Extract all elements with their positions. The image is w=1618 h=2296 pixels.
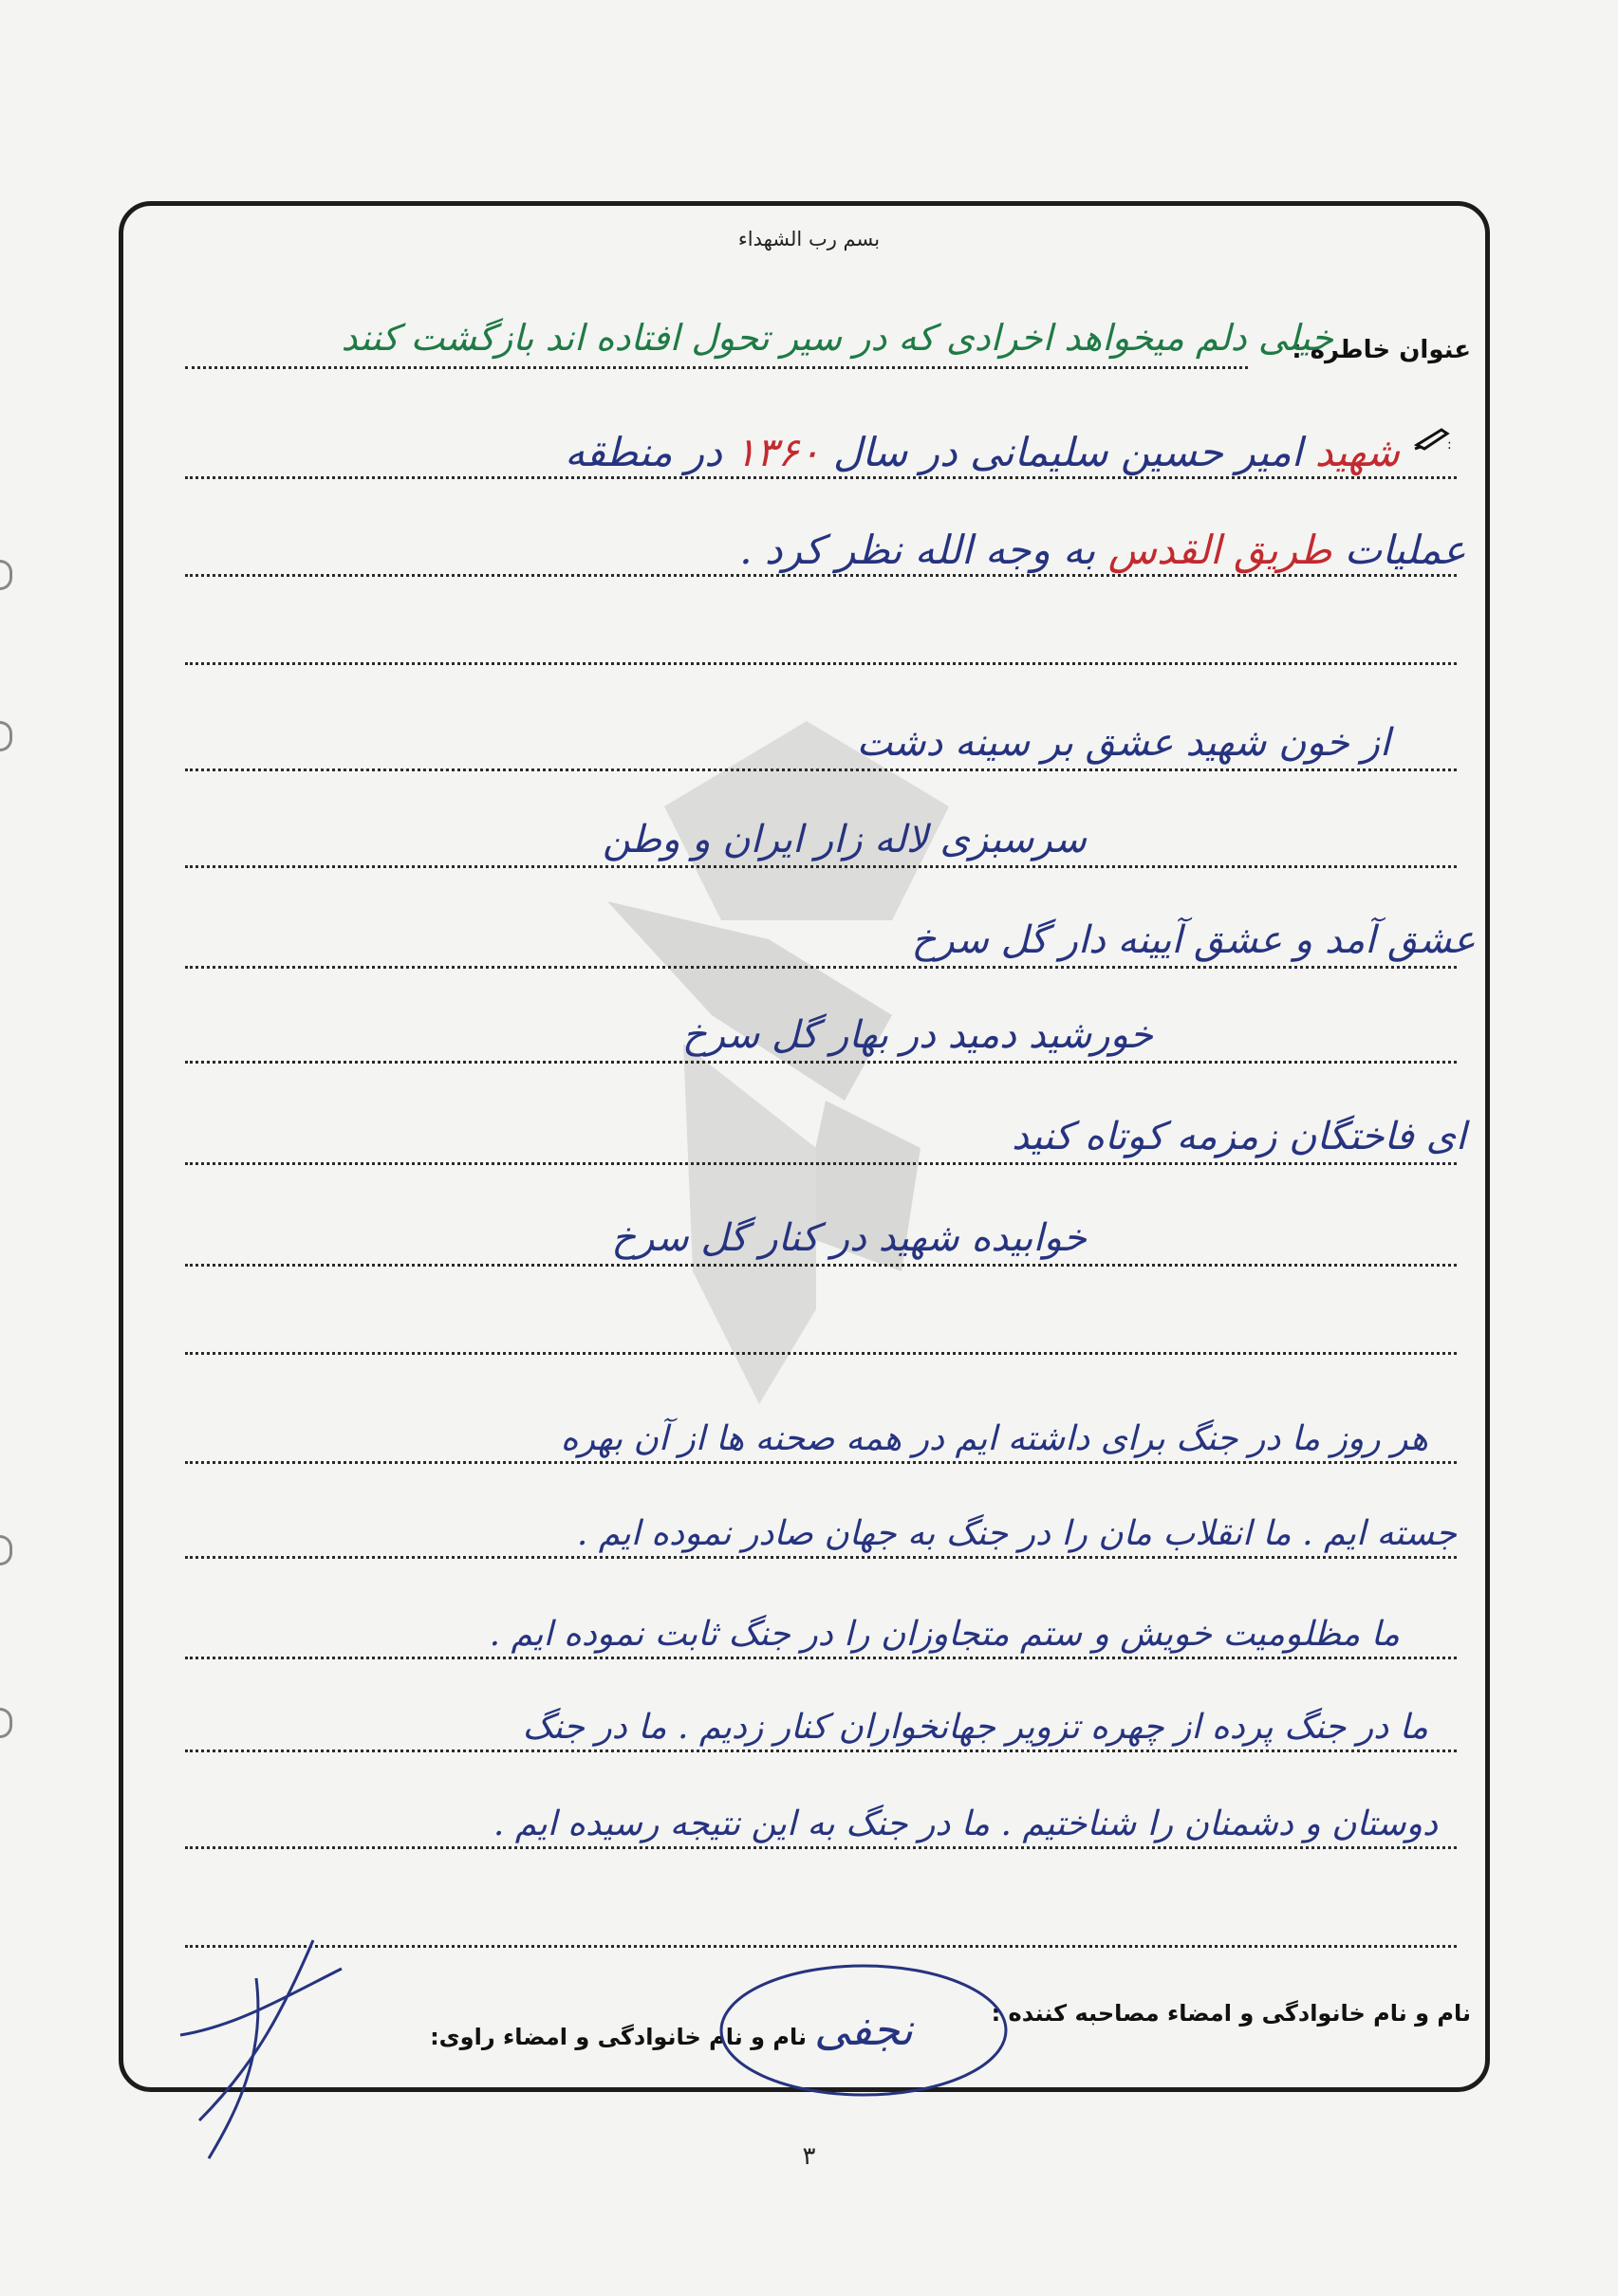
text-segment: شهید: [1314, 429, 1400, 475]
dotted-rule: [185, 1061, 1457, 1064]
text-segment: به وجه الله نظر کرد .: [739, 527, 1108, 573]
closing-line: هر روز ما در جنگ برای داشته ایم در همه صحنه ها از آن بهره: [560, 1419, 1428, 1458]
interviewer-label: نام و نام خانوادگی و امضاء مصاحبه کننده :: [991, 2000, 1471, 2027]
dotted-rule: [185, 966, 1457, 969]
closing-line: ما مظلومیت خویش و ستم متجاوزان را در جنگ ثابت نموده ایم .: [489, 1615, 1400, 1654]
memory-title-label: عنوان خاطره :: [1292, 336, 1471, 364]
dotted-rule: [185, 1352, 1457, 1355]
text-segment: ۱۳۶۰: [735, 429, 821, 475]
interviewer-signature-text: نجفی: [813, 2004, 914, 2055]
binder-hole: [0, 1535, 12, 1565]
binder-hole: [0, 560, 12, 590]
text-segment: در منطقه: [565, 429, 735, 475]
dotted-rule: [185, 574, 1457, 577]
dotted-rule: [185, 1264, 1457, 1267]
narrative-line-2: [739, 527, 1466, 573]
dotted-rule: [185, 1846, 1457, 1849]
page-header: بسم رب الشهداء: [737, 228, 881, 250]
poem-line: خورشید دمید در بهار گل سرخ: [681, 1013, 1153, 1057]
text-segment: امیر حسین سلیمانی در سال: [820, 429, 1315, 475]
narrator-label: نام و نام خانوادگی و امضاء راوی:: [430, 2024, 807, 2050]
dotted-rule: [185, 1945, 1457, 1948]
closing-line: ما در جنگ پرده از چهره تزویر جهانخواران کنار زدیم . ما در جنگ: [522, 1708, 1428, 1747]
poem-line: خوابیده شهید در کنار گل سرخ: [611, 1216, 1087, 1260]
dotted-rule: [185, 1162, 1457, 1165]
poem-line: ای فاختگان زمزمه کوتاه کنید: [1012, 1115, 1466, 1158]
dotted-rule: [185, 1657, 1457, 1659]
memory-title-value: خیلی دلم میخواهد اخرادی که در سیر تحول افتاده اند بازگشت کنند: [341, 317, 1333, 359]
svg-text::: :: [1447, 437, 1452, 451]
dotted-rule: [185, 768, 1457, 771]
poem-line: عشق آمد و عشق آیینه دار گل سرخ: [911, 918, 1476, 962]
dotted-rule: [185, 1461, 1457, 1464]
closing-line: جسته ایم . ما انقلاب مان را در جنگ به جهان صادر نموده ایم .: [576, 1514, 1457, 1553]
page-number: ۳: [802, 2142, 816, 2171]
binder-hole: [0, 1708, 12, 1738]
narrator-signature: [142, 1921, 361, 2168]
binder-hole: [0, 721, 12, 751]
text-segment: طریق القدس: [1107, 527, 1332, 573]
dotted-rule: [185, 662, 1457, 665]
dotted-rule: [185, 366, 1248, 369]
dotted-rule: [185, 1750, 1457, 1752]
interviewer-signature: [712, 1950, 1015, 2111]
writing-hand-icon: [1413, 424, 1455, 451]
poem-line: سرسبزی لاله زار ایران و وطن: [602, 818, 1087, 861]
narrative-line-1: [565, 429, 1400, 475]
text-segment: عملیات: [1331, 527, 1466, 573]
closing-line: دوستان و دشمنان را شناختیم . ما در جنگ به این نتیجه رسیده ایم .: [493, 1805, 1438, 1843]
dotted-rule: [185, 865, 1457, 868]
dotted-rule: [185, 476, 1457, 479]
poem-line: از خون شهید عشق بر سینه دشت: [856, 721, 1390, 765]
dotted-rule: [185, 1556, 1457, 1559]
